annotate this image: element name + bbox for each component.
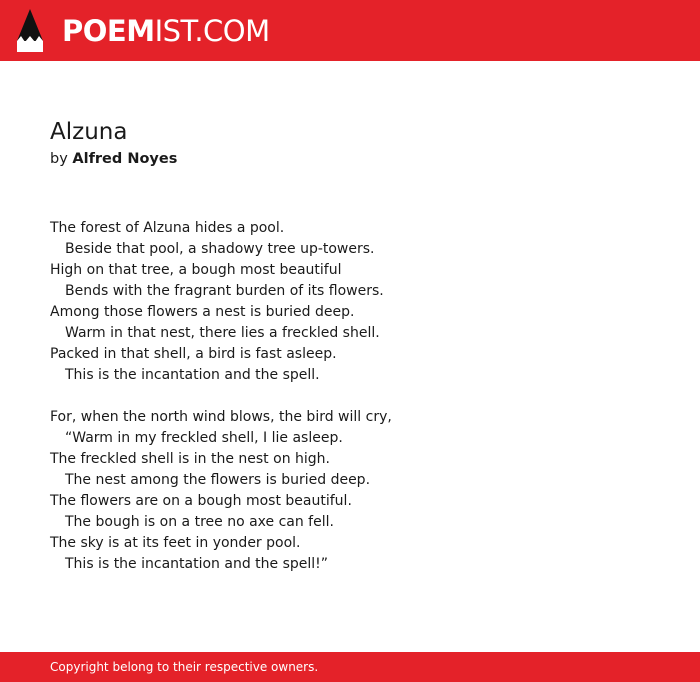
poem-line: Packed in that shell, a bird is fast asleep. [50,346,337,362]
copyright-text: Copyright belong to their respective owners. [50,660,319,674]
site-footer [0,652,700,682]
poem-line: The sky is at its feet in yonder pool. [50,535,301,551]
poem-line: The forest of Alzuna hides a pool. [50,220,285,236]
poem-line: Among those flowers a nest is buried deep. [50,304,355,320]
poem-line: For, when the north wind blows, the bird will cry, [50,409,392,425]
poem-byline [50,149,177,169]
poem-line: This is the incantation and the spell. [65,367,320,383]
logo-strong-text: POEM [62,14,155,48]
stanza-gap [50,386,650,407]
poem-line: The nest among the flowers is buried deep. [65,472,371,488]
by-label: by [50,151,68,167]
site-logo[interactable] [62,11,270,51]
poem-line: Warm in that nest, there lies a freckled shell. [65,325,380,341]
poem-body [50,218,650,575]
site-header [0,0,700,61]
poem-line: The flowers are on a bough most beautiful. [50,493,352,509]
author-name[interactable]: Alfred Noyes [72,151,178,167]
pencil-tip-icon[interactable] [17,9,43,52]
poem-line: Beside that pool, a shadowy tree up-towers. [65,241,375,257]
poem-line: “Warm in my freckled shell, I lie asleep. [65,430,343,446]
poem-line: This is the incantation and the spell!” [65,556,329,572]
poem-line: High on that tree, a bough most beautiful [50,262,342,278]
logo-light-text: IST.COM [154,14,270,48]
poem-line: The bough is on a tree no axe can fell. [65,514,334,530]
poem-line: The freckled shell is in the nest on high. [50,451,330,467]
poem-title: Alzuna [50,119,128,145]
poem-line: Bends with the fragrant burden of its flowers. [65,283,384,299]
